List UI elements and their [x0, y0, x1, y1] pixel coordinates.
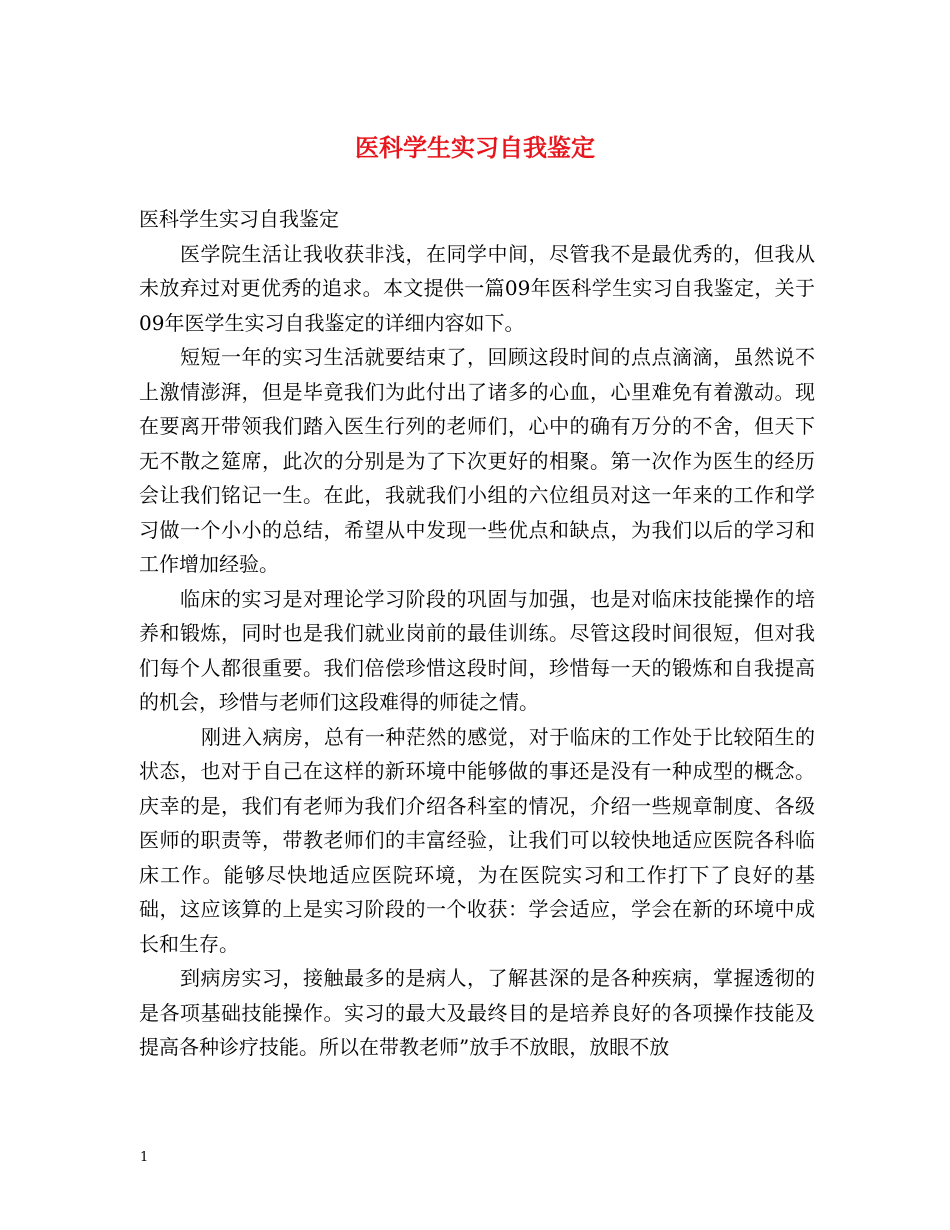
document-title: 医科学生实习自我鉴定	[355, 133, 595, 162]
document-subtitle: 医科学生实习自我鉴定	[139, 207, 339, 231]
paragraph-clinical-practice: 临床的实习是对理论学习阶段的巩固与加强，也是对临床技能操作的培养和锻炼，同时也是我们就业岗前的最佳训练。尽管这段时间很短，但对我们每个人都很重要。我们倍偿珍惜这段时间，珍惜每一天的锻炼和自我提高的机会，珍惜与老师们这段难得的师徒之情。	[139, 586, 815, 714]
document-body	[139, 202, 815, 1065]
paragraph-intro: 医学院生活让我收获非浅，在同学中间，尽管我不是最优秀的，但我从未放弃过对更优秀的追求。本文提供一篇09年医科学生实习自我鉴定，关于09年医学生实习自我鉴定的详细内容如下。	[139, 241, 815, 335]
page-number: 1	[140, 1150, 149, 1165]
paragraph-ward-practice: 到病房实习，接触最多的是病人，了解甚深的是各种疾病，掌握透彻的是各项基础技能操作。实习的最大及最终目的是培养良好的各项操作技能及提高各种诊疗技能。所以在带教老师”放手不放眼，放眼不放	[139, 966, 815, 1059]
paragraph-ward-entry: 刚进入病房，总有一种茫然的感觉，对于临床的工作处于比较陌生的状态，也对于自己在这样的新环境中能够做的事还是没有一种成型的概念。庆幸的是，我们有老师为我们介绍各科室的情况，介绍一些规章制度、各级医师的职责等，带教老师们的丰富经验，让我们可以较快地适应医院各科临床工作。能够尽快地适应医院环境，为在医院实习和工作打下了良好的基础，这应该算的上是实习阶段的一个收获：学会适应，学会在新的环境中成长和生存。	[139, 724, 815, 956]
paragraph-reflection: 短短一年的实习生活就要结束了，回顾这段时间的点点滴滴，虽然说不上激情澎湃，但是毕竟我们为此付出了诸多的心血，心里难免有着激动。现在要离开带领我们踏入医生行列的老师们，心中的确有万分的不舍，但天下无不散之筵席，此次的分别是为了下次更好的相聚。第一次作为医生的经历会让我们铭记一生。在此，我就我们小组的六位组员对这一年来的工作和学习做一个小小的总结，希望从中发现一些优点和缺点，为我们以后的学习和工作增加经验。	[139, 345, 815, 576]
